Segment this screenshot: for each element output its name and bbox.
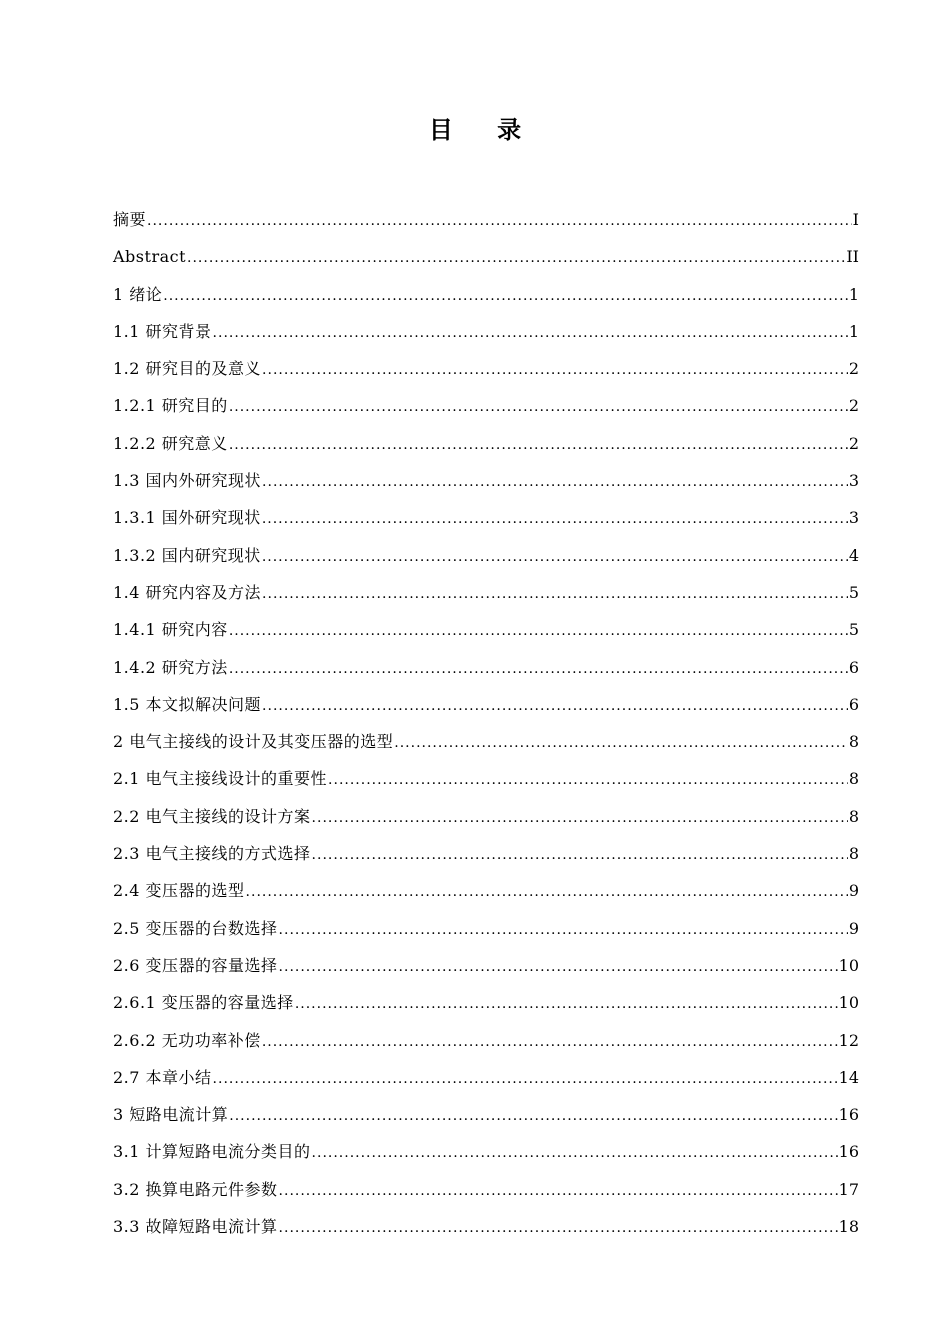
toc-dot-leader: [262, 352, 848, 389]
toc-dot-leader: [229, 427, 848, 464]
toc-entry[interactable]: [113, 686, 859, 723]
toc-page-number: 17: [838, 1179, 859, 1199]
toc-entry-label: 1.2.2 研究意义: [113, 433, 228, 453]
toc-dot-leader: [262, 501, 848, 538]
toc-entry-label: 3.1 计算短路电流分类目的: [113, 1142, 311, 1162]
toc-entry-label: 2.6.1 变压器的容量选择: [113, 993, 294, 1013]
toc-entry[interactable]: [113, 1059, 859, 1096]
toc-entry-label: 2 电气主接线的设计及其变压器的选型: [113, 732, 394, 752]
toc-entry-label: 1.4.1 研究内容: [113, 620, 228, 640]
toc-page-number: 2: [848, 396, 859, 416]
toc-dot-leader: [262, 464, 848, 501]
toc-dot-leader: [262, 539, 848, 576]
toc-entry[interactable]: [113, 872, 859, 909]
toc-dot-leader: [229, 389, 848, 426]
toc-entry[interactable]: [113, 201, 859, 238]
toc-entry[interactable]: [113, 462, 859, 499]
toc-entry[interactable]: [113, 313, 859, 350]
toc-entry[interactable]: [113, 1208, 859, 1245]
toc-entry-label: 1.3 国内外研究现状: [113, 471, 262, 491]
toc-entry[interactable]: [113, 910, 859, 947]
toc-entry[interactable]: [113, 760, 859, 797]
toc-entry[interactable]: [113, 649, 859, 686]
toc-entry-label: Abstract: [113, 247, 187, 267]
toc-dot-leader: [312, 837, 848, 874]
toc-entry-label: 3.3 故障短路电流计算: [113, 1217, 278, 1237]
toc-page-number: 18: [838, 1217, 859, 1237]
toc-dot-leader: [187, 240, 845, 277]
toc-page-number: 4: [848, 545, 859, 565]
toc-entry[interactable]: [113, 611, 859, 648]
toc-page-number: 10: [838, 955, 859, 975]
toc-dot-leader: [279, 1210, 838, 1247]
toc-dot-leader: [163, 278, 848, 315]
toc-page-number: I: [852, 210, 859, 229]
toc-page-number: 16: [838, 1105, 859, 1125]
toc-entry-label: 2.3 电气主接线的方式选择: [113, 844, 311, 864]
toc-entry[interactable]: [113, 387, 859, 424]
toc-page-number: 8: [848, 732, 859, 752]
toc-page-number: 12: [838, 1030, 859, 1050]
toc-page-number: 1: [848, 284, 859, 304]
toc-entry[interactable]: [113, 1133, 859, 1170]
table-of-contents: [113, 201, 859, 1245]
toc-entry[interactable]: [113, 350, 859, 387]
toc-entry[interactable]: [113, 499, 859, 536]
toc-dot-leader: [213, 1061, 838, 1098]
toc-page-number: 2: [848, 433, 859, 453]
toc-dot-leader: [229, 651, 848, 688]
toc-entry-label: 3 短路电流计算: [113, 1105, 229, 1125]
toc-entry-label: 2.2 电气主接线的设计方案: [113, 806, 311, 826]
toc-dot-leader: [246, 874, 848, 911]
toc-entry-label: 1.5 本文拟解决问题: [113, 694, 262, 714]
toc-page-number: 1: [848, 321, 859, 341]
toc-entry-label: 1.2.1 研究目的: [113, 396, 228, 416]
toc-page-number: 9: [848, 881, 859, 901]
toc-entry-label: 摘要: [113, 210, 147, 229]
toc-page-number: 5: [848, 582, 859, 602]
toc-page-number: 8: [848, 769, 859, 789]
toc-entry-label: 1.3.2 国内研究现状: [113, 545, 261, 565]
toc-dot-leader: [213, 315, 848, 352]
toc-page-number: II: [846, 247, 859, 267]
toc-entry[interactable]: [113, 723, 859, 760]
toc-entry-label: 1.4.2 研究方法: [113, 657, 228, 677]
toc-dot-leader: [328, 762, 848, 799]
toc-dot-leader: [229, 1098, 837, 1135]
toc-entry[interactable]: [113, 835, 859, 872]
toc-entry-label: 1.2 研究目的及意义: [113, 359, 262, 379]
toc-entry[interactable]: [113, 276, 859, 313]
toc-entry[interactable]: [113, 425, 859, 462]
toc-page-number: 9: [848, 918, 859, 938]
toc-page-number: 16: [838, 1142, 859, 1162]
toc-entry-label: 2.6 变压器的容量选择: [113, 955, 278, 975]
toc-page-number: 14: [838, 1067, 859, 1087]
toc-entry[interactable]: [113, 798, 859, 835]
toc-page-number: 10: [838, 993, 859, 1013]
toc-entry-label: 1.1 研究背景: [113, 321, 212, 341]
toc-entry-label: 2.7 本章小结: [113, 1067, 212, 1087]
toc-entry[interactable]: [113, 1171, 859, 1208]
toc-entry[interactable]: [113, 947, 859, 984]
toc-entry-label: 2.6.2 无功功率补偿: [113, 1030, 261, 1050]
toc-entry-label: 1.3.1 国外研究现状: [113, 508, 261, 528]
toc-page-number: 5: [848, 620, 859, 640]
toc-dot-leader: [262, 688, 848, 725]
toc-entry[interactable]: [113, 537, 859, 574]
toc-page-number: 2: [848, 359, 859, 379]
toc-dot-leader: [279, 912, 848, 949]
toc-dot-leader: [295, 986, 838, 1023]
toc-page-number: 6: [848, 694, 859, 714]
toc-entry-label: 1 绪论: [113, 284, 163, 304]
toc-dot-leader: [312, 1135, 838, 1172]
toc-page-number: 8: [848, 844, 859, 864]
toc-dot-leader: [312, 800, 848, 837]
toc-entry[interactable]: [113, 574, 859, 611]
toc-dot-leader: [279, 949, 838, 986]
toc-dot-leader: [279, 1173, 838, 1210]
toc-entry[interactable]: [113, 984, 859, 1021]
toc-dot-leader: [229, 613, 848, 650]
toc-entry-label: 2.5 变压器的台数选择: [113, 918, 278, 938]
toc-page-number: 8: [848, 806, 859, 826]
toc-dot-leader: [262, 1024, 838, 1061]
toc-entry[interactable]: [113, 1022, 859, 1059]
toc-entry-label: 1.4 研究内容及方法: [113, 582, 262, 602]
toc-entry-label: 3.2 换算电路元件参数: [113, 1179, 278, 1199]
toc-entry[interactable]: [113, 1096, 859, 1133]
toc-page-number: 3: [848, 471, 859, 491]
toc-entry[interactable]: [113, 238, 859, 275]
toc-page-number: 6: [848, 657, 859, 677]
toc-dot-leader: [262, 576, 848, 613]
toc-entry-label: 2.1 电气主接线设计的重要性: [113, 769, 328, 789]
toc-entry-label: 2.4 变压器的选型: [113, 881, 245, 901]
toc-dot-leader: [394, 725, 848, 762]
toc-page-number: 3: [848, 508, 859, 528]
page-title: 目 录: [428, 116, 540, 144]
toc-dot-leader: [147, 203, 852, 240]
